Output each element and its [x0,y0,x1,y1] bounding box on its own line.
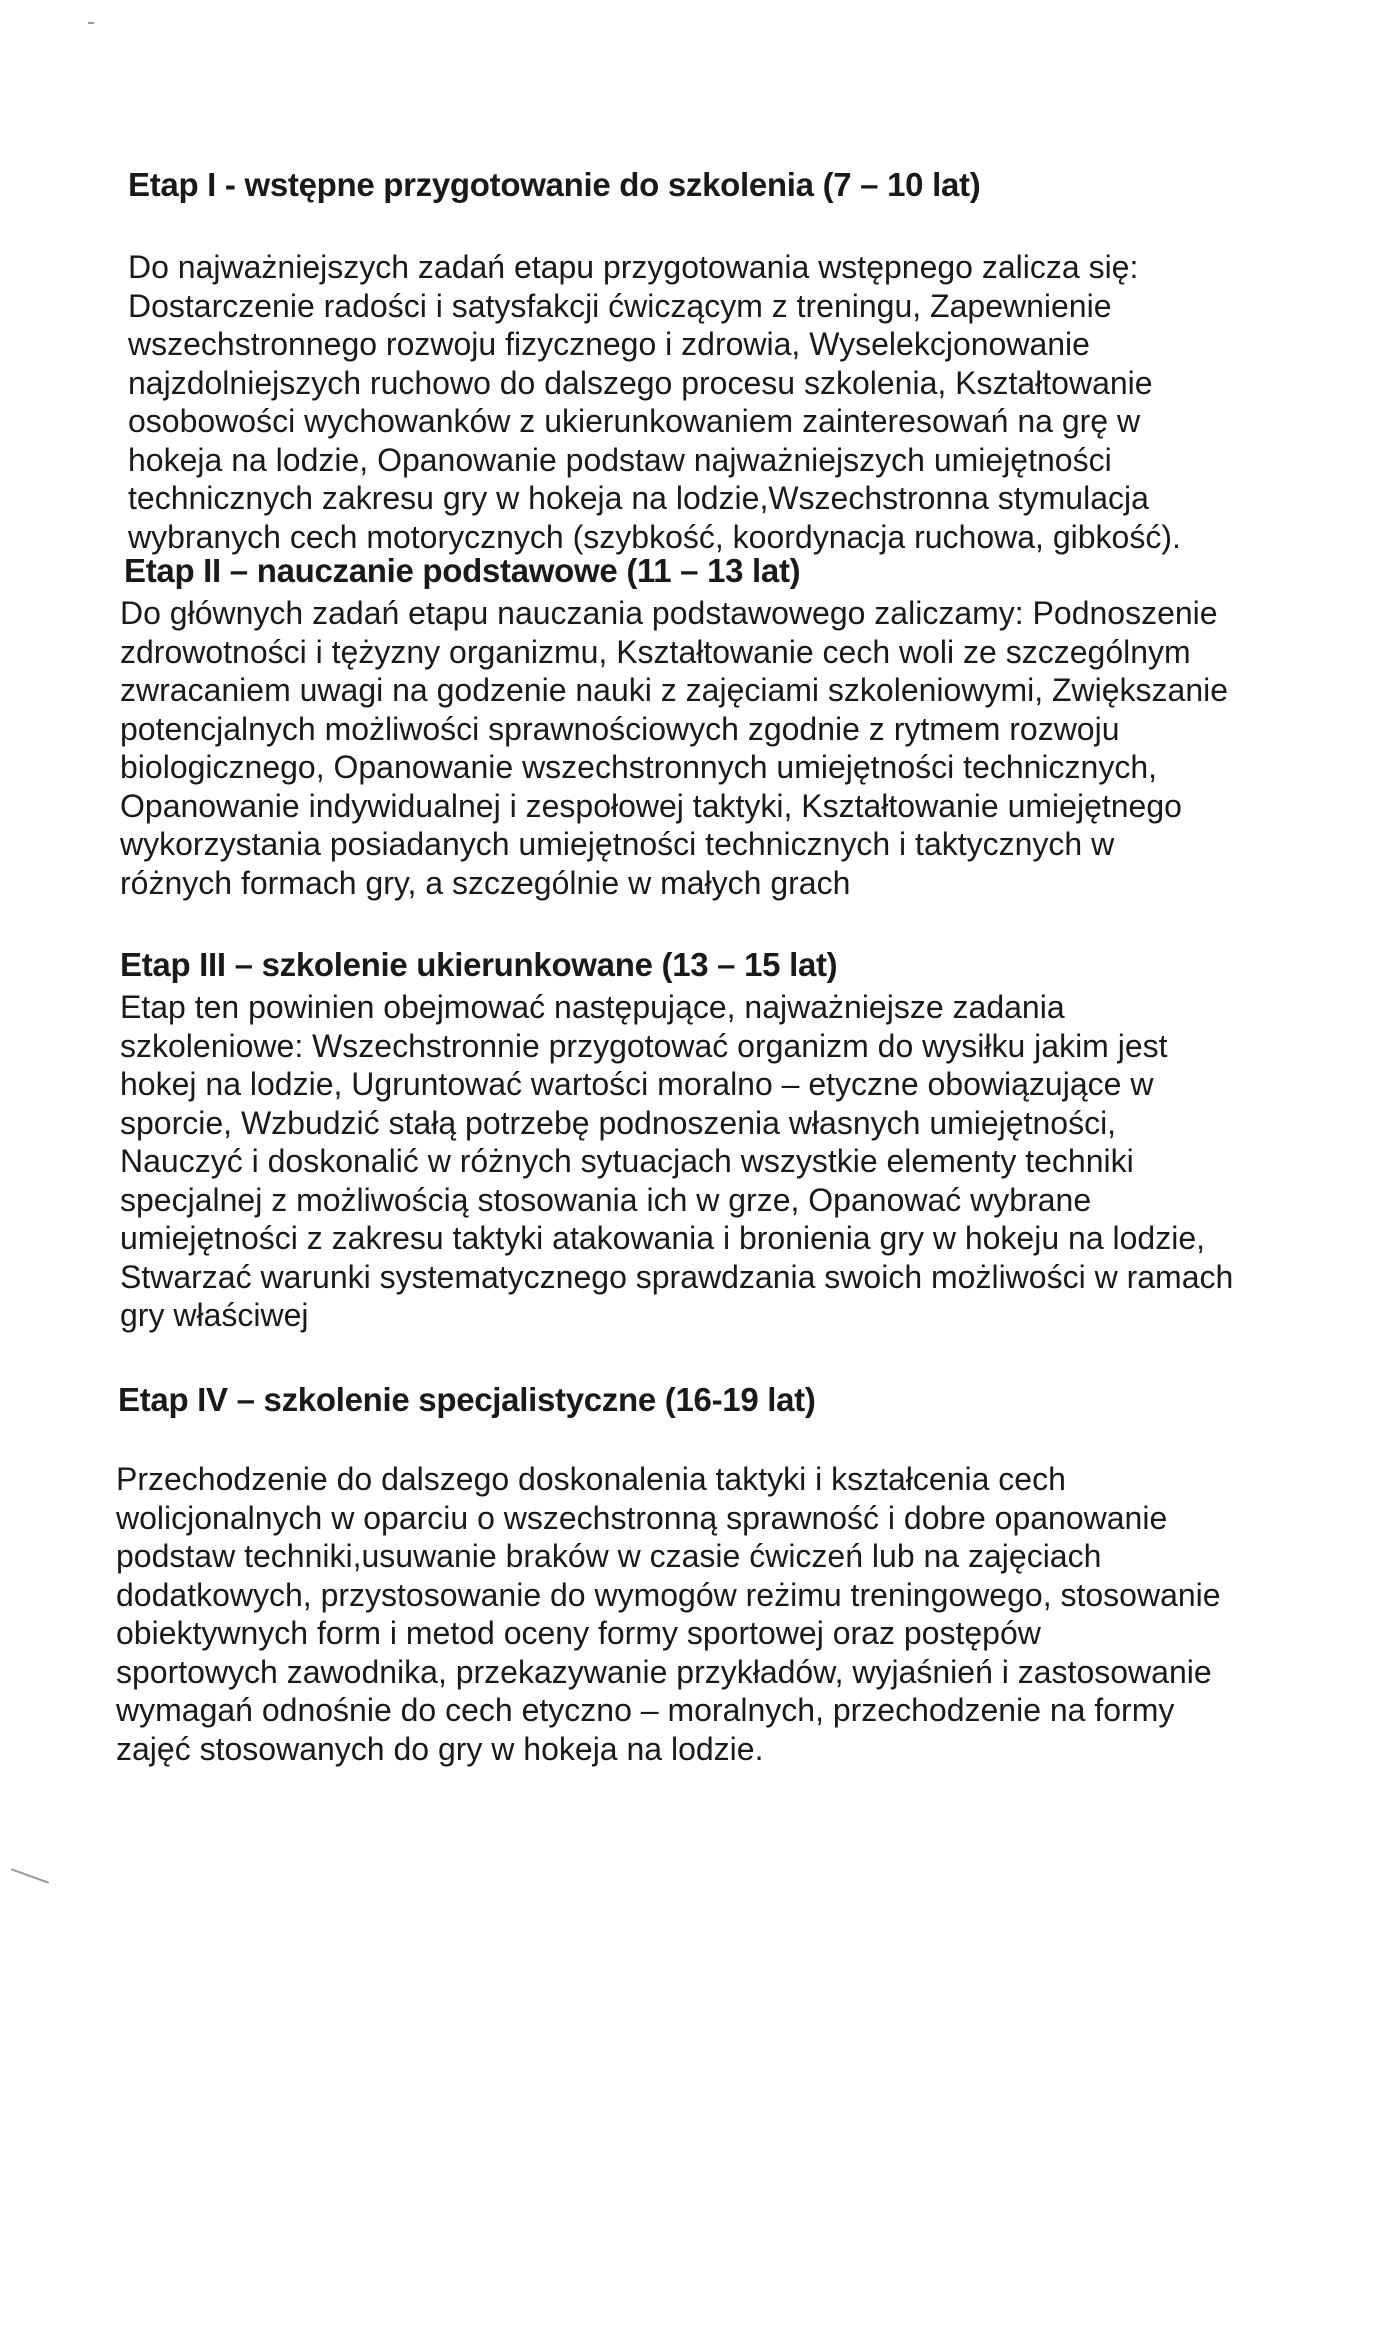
section-heading-2: Etap II – nauczanie podstawowe (11 – 13 lat) [124,552,801,589]
body-line: wymagań odnośnie do cech etyczno – moralnych, przechodzenie na formy [116,1692,1175,1728]
body-line: specjalnej z możliwością stosowania ich w grze, Opanować wybrane [120,1181,1092,1218]
body-line: Do głównych zadań etapu nauczania podstawowego zaliczamy: Podnoszenie [120,595,1218,631]
section-heading-4: Etap IV – szkolenie specjalistyczne (16-19 lat) [118,1381,816,1418]
scan-mark [11,1868,49,1884]
body-line: hokej na lodzie, Ugruntować wartości moralno – etyczne obowiązujące w [120,1066,1154,1102]
body-line: zwracaniem uwagi na godzenie nauki z zajęciami szkoleniowymi, Zwiększanie [120,672,1229,708]
body-line: obiektywnych form i metod oceny formy sportowej oraz postępów [116,1615,1041,1651]
body-line: umiejętności z zakresu taktyki atakowania i bronienia gry w hokeju na lodzie, [120,1220,1205,1256]
body-line: najzdolniejszych ruchowo do dalszego procesu szkolenia, Kształtowanie [128,364,1153,401]
body-line: dodatkowych, przystosowanie do wymogów reżimu treningowego, stosowanie [116,1576,1221,1613]
body-line: wolicjonalnych w oparciu o wszechstronną sprawność i dobre opanowanie [116,1499,1168,1536]
section-body-4 [116,1460,1221,1768]
body-line: podstaw techniki,usuwanie braków w czasie ćwiczeń lub na zajęciach [116,1538,1102,1574]
body-line: Stwarzać warunki systematycznego sprawdzania swoich możliwości w ramach [120,1258,1234,1295]
body-line: Nauczyć i doskonalić w różnych sytuacjach wszystkie elementy techniki [120,1143,1134,1179]
section-body-3 [120,988,1233,1335]
body-line: osobowości wychowanków z ukierunkowaniem zainteresowań na grę w [128,403,1141,439]
body-line: Do najważniejszych zadań etapu przygotowania wstępnego zalicza się: [128,249,1139,285]
body-line: sportowych zawodnika, przekazywanie przykładów, wyjaśnień i zastosowanie [116,1653,1212,1690]
body-line: sporcie, Wzbudzić stałą potrzebę podnoszenia własnych umiejętności, [120,1104,1117,1141]
body-line: biologicznego, Opanowanie wszechstronnych umiejętności technicznych, [120,749,1158,785]
body-line: Przechodzenie do dalszego doskonalenia taktyki i kształcenia cech [116,1461,1066,1497]
body-line: Etap ten powinien obejmować następujące, najważniejsze zadania [120,989,1065,1025]
section-body-2 [120,594,1228,902]
body-line: szkoleniowe: Wszechstronnie przygotować organizm do wysiłku jakim jest [120,1027,1168,1064]
body-line: Dostarczenie radości i satysfakcji ćwiczącym z treningu, Zapewnienie [128,287,1112,324]
body-line: wszechstronnego rozwoju fizycznego i zdrowia, Wyselekcjonowanie [128,326,1090,362]
body-line: potencjalnych możliwości sprawnościowych zgodnie z rytmem rozwoju [120,710,1120,747]
body-line: Opanowanie indywidualnej i zespołowej taktyki, Kształtowanie umiejętnego [120,787,1182,824]
body-line: technicznych zakresu gry w hokeja na lodzie,Wszechstronna stymulacja [128,480,1149,516]
body-line: zdrowotności i tężyzny organizmu, Kształtowanie cech woli ze szczególnym [120,633,1191,670]
body-line: różnych formach gry, a szczególnie w małych grach [120,864,851,901]
body-line: hokeja na lodzie, Opanowanie podstaw najważniejszych umiejętności [128,441,1112,478]
body-line: wybranych cech motorycznych (szybkość, koordynacja ruchowa, gibkość). [128,518,1181,555]
section-body-1 [128,248,1181,556]
section-heading-3: Etap III – szkolenie ukierunkowane (13 – 15 lat) [120,946,838,983]
body-line: wykorzystania posiadanych umiejętności technicznych i taktycznych w [120,826,1115,862]
body-line: gry właściwej [120,1297,309,1333]
section-heading-1: Etap I - wstępne przygotowanie do szkolenia (7 – 10 lat) [128,166,981,203]
scan-mark [88,22,94,24]
body-line: zajęć stosowanych do gry w hokeja na lodzie. [116,1730,764,1767]
